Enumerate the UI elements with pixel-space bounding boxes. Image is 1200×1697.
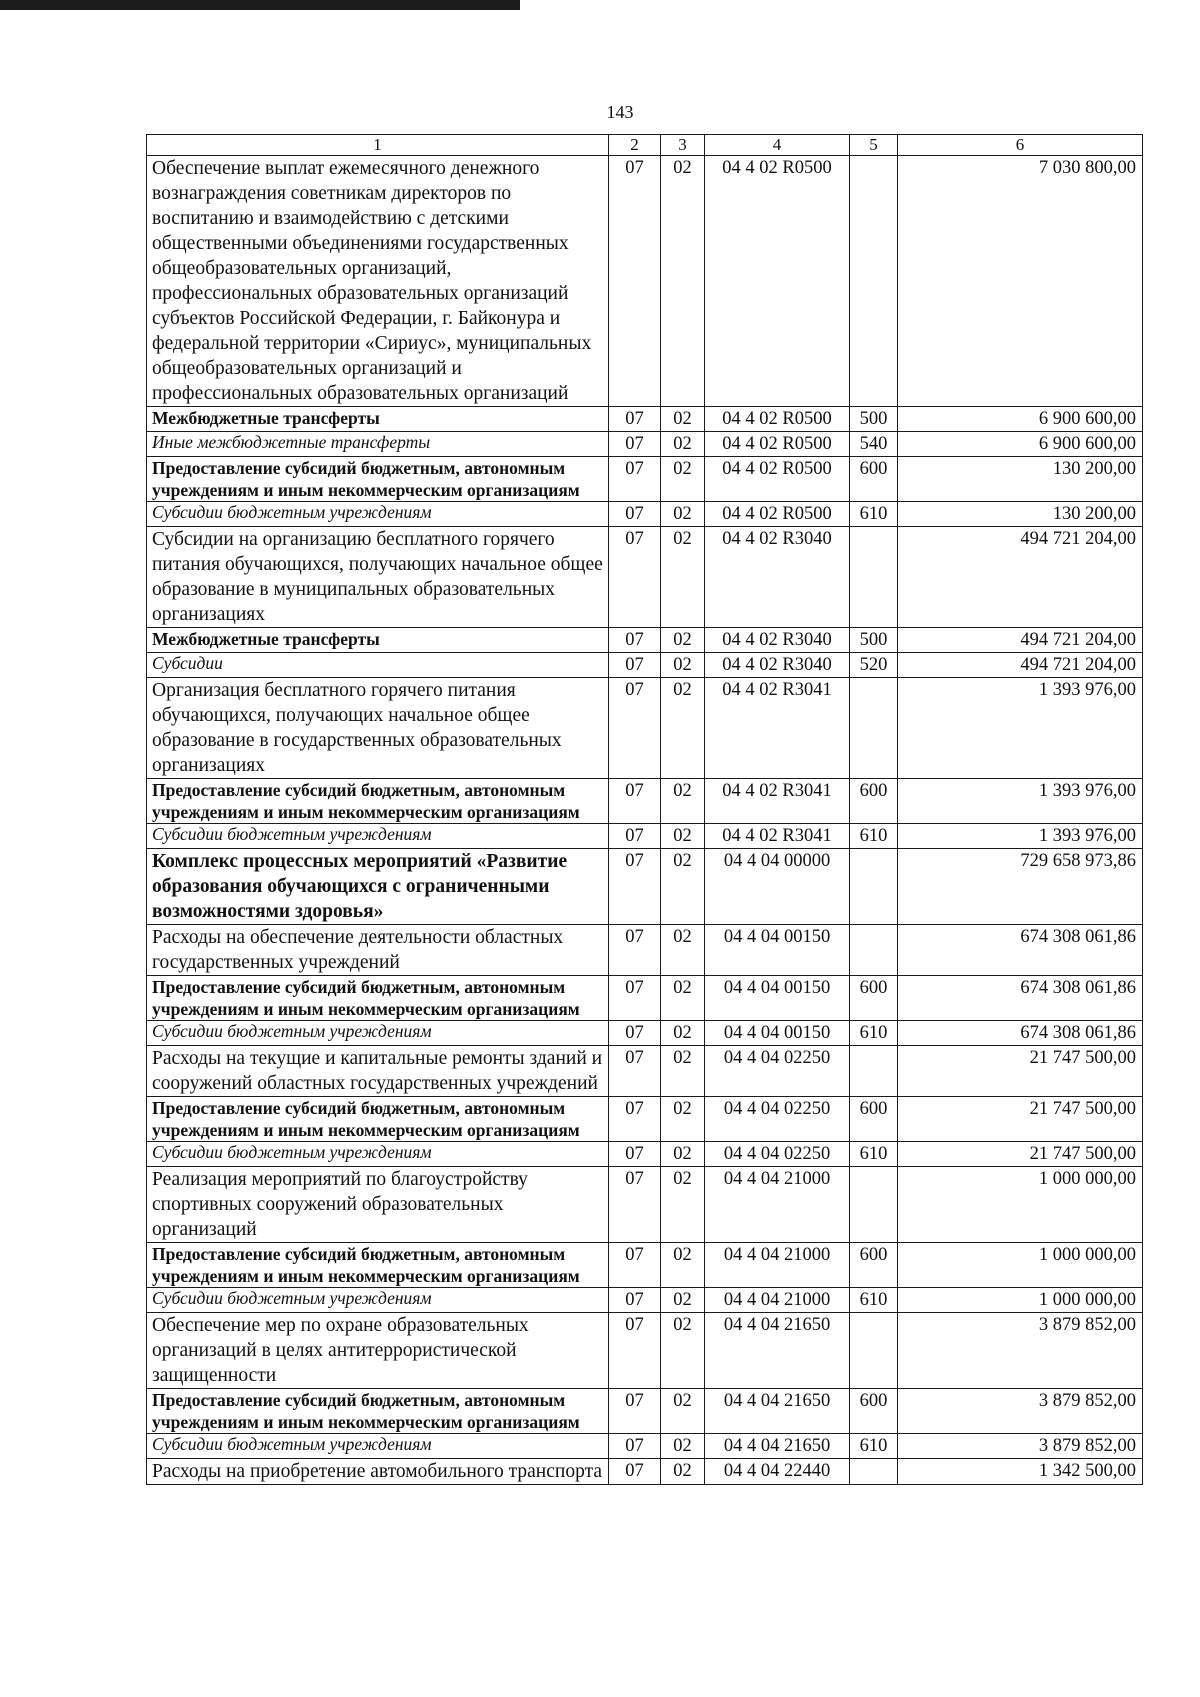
row-amount: 674 308 061,86: [898, 925, 1143, 976]
row-amount: 494 721 204,00: [898, 628, 1143, 653]
row-subsection: 02: [661, 1288, 705, 1313]
row-amount: 1 393 976,00: [898, 824, 1143, 849]
row-target-code: 04 4 04 02250: [705, 1142, 850, 1167]
header-col-1: 1: [147, 135, 609, 156]
row-target-code: 04 4 02 R0500: [705, 407, 850, 432]
row-section: 07: [609, 1046, 661, 1097]
row-expense-type: 600: [850, 1389, 898, 1434]
row-section: 07: [609, 976, 661, 1021]
row-expense-type: [850, 1313, 898, 1389]
row-subsection: 02: [661, 432, 705, 457]
row-expense-type: 600: [850, 976, 898, 1021]
header-col-4: 4: [705, 135, 850, 156]
row-subsection: 02: [661, 1167, 705, 1243]
header-col-5: 5: [850, 135, 898, 156]
row-amount: 1 000 000,00: [898, 1243, 1143, 1288]
row-section: 07: [609, 1313, 661, 1389]
row-subsection: 02: [661, 457, 705, 502]
table-row: [147, 628, 1143, 653]
row-subsection: 02: [661, 824, 705, 849]
row-target-code: 04 4 04 00000: [705, 849, 850, 925]
header-row: [147, 135, 1143, 156]
row-subsection: 02: [661, 1313, 705, 1389]
row-subsection: 02: [661, 527, 705, 628]
row-name: Предоставление субсидий бюджетным, автономным учреждениям и иным некоммерческим организациям: [147, 1097, 609, 1142]
row-target-code: 04 4 04 21650: [705, 1389, 850, 1434]
row-name: Субсидии: [147, 653, 609, 678]
row-amount: 21 747 500,00: [898, 1097, 1143, 1142]
row-expense-type: [850, 1459, 898, 1485]
row-target-code: 04 4 02 R3041: [705, 779, 850, 824]
row-subsection: 02: [661, 1142, 705, 1167]
row-target-code: 04 4 02 R0500: [705, 502, 850, 527]
row-amount: 3 879 852,00: [898, 1313, 1143, 1389]
row-amount: 729 658 973,86: [898, 849, 1143, 925]
table-row: [147, 457, 1143, 502]
row-name: Обеспечение выплат ежемесячного денежного вознаграждения советникам директоров по воспитанию и взаимодействию с детскими общественными объединениями государственных общеобразовательных организаций, профессиональных образовательных организаций субъектов Российской Федерации, г. Байконура и федеральной территории «Сириус», муниципальных общеобразовательных организаций и профессиональных образовательных организаций: [147, 156, 609, 407]
row-name: Предоставление субсидий бюджетным, автономным учреждениям и иным некоммерческим организациям: [147, 457, 609, 502]
row-target-code: 04 4 02 R3040: [705, 628, 850, 653]
row-section: 07: [609, 1459, 661, 1485]
row-name: Субсидии бюджетным учреждениям: [147, 1142, 609, 1167]
row-section: 07: [609, 779, 661, 824]
row-expense-type: 610: [850, 1434, 898, 1459]
header-col-3: 3: [661, 135, 705, 156]
row-target-code: 04 4 04 00150: [705, 925, 850, 976]
row-name: Расходы на приобретение автомобильного транспорта: [147, 1459, 609, 1485]
row-amount: 21 747 500,00: [898, 1046, 1143, 1097]
table-row: [147, 407, 1143, 432]
row-name: Субсидии бюджетным учреждениям: [147, 1288, 609, 1313]
row-amount: 674 308 061,86: [898, 1021, 1143, 1046]
row-target-code: 04 4 02 R3040: [705, 527, 850, 628]
table-row: [147, 1459, 1143, 1485]
row-section: 07: [609, 1142, 661, 1167]
row-expense-type: 600: [850, 1097, 898, 1142]
row-amount: 1 342 500,00: [898, 1459, 1143, 1485]
row-target-code: 04 4 02 R0500: [705, 457, 850, 502]
row-section: 07: [609, 1434, 661, 1459]
row-subsection: 02: [661, 1389, 705, 1434]
row-subsection: 02: [661, 407, 705, 432]
row-subsection: 02: [661, 502, 705, 527]
row-expense-type: 610: [850, 502, 898, 527]
row-amount: 7 030 800,00: [898, 156, 1143, 407]
table-row: [147, 678, 1143, 779]
row-section: 07: [609, 407, 661, 432]
row-subsection: 02: [661, 1459, 705, 1485]
table-row: [147, 1389, 1143, 1434]
row-subsection: 02: [661, 156, 705, 407]
row-name: Субсидии бюджетным учреждениям: [147, 502, 609, 527]
row-name: Предоставление субсидий бюджетным, автономным учреждениям и иным некоммерческим организациям: [147, 1389, 609, 1434]
table-row: [147, 1288, 1143, 1313]
row-amount: 1 000 000,00: [898, 1288, 1143, 1313]
row-section: 07: [609, 653, 661, 678]
row-subsection: 02: [661, 1097, 705, 1142]
row-expense-type: 540: [850, 432, 898, 457]
row-target-code: 04 4 02 R0500: [705, 156, 850, 407]
row-expense-type: 600: [850, 779, 898, 824]
row-section: 07: [609, 156, 661, 407]
row-section: 07: [609, 527, 661, 628]
row-section: 07: [609, 1021, 661, 1046]
row-target-code: 04 4 02 R3041: [705, 678, 850, 779]
row-name: Предоставление субсидий бюджетным, автономным учреждениям и иным некоммерческим организациям: [147, 976, 609, 1021]
row-expense-type: [850, 1167, 898, 1243]
row-name: Межбюджетные трансферты: [147, 407, 609, 432]
row-name: Организация бесплатного горячего питания обучающихся, получающих начальное общее образование в государственных образовательных организациях: [147, 678, 609, 779]
table-row: [147, 1142, 1143, 1167]
table-row: [147, 1097, 1143, 1142]
row-target-code: 04 4 02 R0500: [705, 432, 850, 457]
row-name: Субсидии бюджетным учреждениям: [147, 1434, 609, 1459]
row-section: 07: [609, 502, 661, 527]
row-subsection: 02: [661, 976, 705, 1021]
row-section: 07: [609, 1243, 661, 1288]
row-expense-type: [850, 849, 898, 925]
row-amount: 674 308 061,86: [898, 976, 1143, 1021]
row-section: 07: [609, 1288, 661, 1313]
row-section: 07: [609, 1167, 661, 1243]
row-expense-type: [850, 925, 898, 976]
table-row: [147, 1046, 1143, 1097]
table-row: [147, 653, 1143, 678]
page-number: 143: [606, 102, 634, 122]
row-expense-type: [850, 527, 898, 628]
row-target-code: 04 4 04 21000: [705, 1288, 850, 1313]
row-section: 07: [609, 849, 661, 925]
row-expense-type: 500: [850, 628, 898, 653]
table-row: [147, 156, 1143, 407]
row-name: Субсидии бюджетным учреждениям: [147, 824, 609, 849]
row-target-code: 04 4 04 00150: [705, 976, 850, 1021]
row-expense-type: 610: [850, 1142, 898, 1167]
row-subsection: 02: [661, 849, 705, 925]
table-row: [147, 1021, 1143, 1046]
row-amount: 1 000 000,00: [898, 1167, 1143, 1243]
row-name: Реализация мероприятий по благоустройству спортивных сооружений образовательных организаций: [147, 1167, 609, 1243]
table-body: [147, 156, 1143, 1485]
row-expense-type: [850, 678, 898, 779]
row-section: 07: [609, 1389, 661, 1434]
budget-table: [146, 134, 1143, 1485]
table-row: [147, 502, 1143, 527]
row-subsection: 02: [661, 1046, 705, 1097]
row-target-code: 04 4 04 22440: [705, 1459, 850, 1485]
header-col-2: 2: [609, 135, 661, 156]
row-amount: 494 721 204,00: [898, 527, 1143, 628]
header-col-6: 6: [898, 135, 1143, 156]
table-row: [147, 824, 1143, 849]
row-name: Обеспечение мер по охране образовательных организаций в целях антитеррористической защищенности: [147, 1313, 609, 1389]
row-amount: 130 200,00: [898, 502, 1143, 527]
row-name: Субсидии на организацию бесплатного горячего питания обучающихся, получающих начальное общее образование в муниципальных образовательных организациях: [147, 527, 609, 628]
row-name: Иные межбюджетные трансферты: [147, 432, 609, 457]
table-row: [147, 1243, 1143, 1288]
row-expense-type: 520: [850, 653, 898, 678]
row-section: 07: [609, 432, 661, 457]
row-expense-type: 500: [850, 407, 898, 432]
row-target-code: 04 4 04 00150: [705, 1021, 850, 1046]
row-section: 07: [609, 925, 661, 976]
row-target-code: 04 4 02 R3040: [705, 653, 850, 678]
row-subsection: 02: [661, 628, 705, 653]
row-subsection: 02: [661, 653, 705, 678]
row-name: Субсидии бюджетным учреждениям: [147, 1021, 609, 1046]
row-target-code: 04 4 02 R3041: [705, 824, 850, 849]
row-name: Предоставление субсидий бюджетным, автономным учреждениям и иным некоммерческим организациям: [147, 779, 609, 824]
row-amount: 494 721 204,00: [898, 653, 1143, 678]
row-amount: 6 900 600,00: [898, 407, 1143, 432]
row-amount: 3 879 852,00: [898, 1434, 1143, 1459]
table-row: [147, 976, 1143, 1021]
table-row: [147, 779, 1143, 824]
row-amount: 1 393 976,00: [898, 678, 1143, 779]
row-subsection: 02: [661, 678, 705, 779]
table-row: [147, 849, 1143, 925]
row-expense-type: 610: [850, 1288, 898, 1313]
row-subsection: 02: [661, 1434, 705, 1459]
table-row: [147, 1313, 1143, 1389]
row-subsection: 02: [661, 1243, 705, 1288]
row-subsection: 02: [661, 925, 705, 976]
row-amount: 21 747 500,00: [898, 1142, 1143, 1167]
row-section: 07: [609, 457, 661, 502]
row-name: Расходы на текущие и капитальные ремонты зданий и сооружений областных государственных учреждений: [147, 1046, 609, 1097]
row-expense-type: [850, 156, 898, 407]
row-target-code: 04 4 04 21000: [705, 1243, 850, 1288]
row-section: 07: [609, 824, 661, 849]
row-target-code: 04 4 04 02250: [705, 1097, 850, 1142]
row-amount: 1 393 976,00: [898, 779, 1143, 824]
row-subsection: 02: [661, 1021, 705, 1046]
row-expense-type: [850, 1046, 898, 1097]
row-expense-type: 600: [850, 1243, 898, 1288]
row-name: Межбюджетные трансферты: [147, 628, 609, 653]
row-expense-type: 610: [850, 1021, 898, 1046]
row-section: 07: [609, 628, 661, 653]
row-target-code: 04 4 04 21650: [705, 1434, 850, 1459]
row-amount: 130 200,00: [898, 457, 1143, 502]
row-section: 07: [609, 678, 661, 779]
row-section: 07: [609, 1097, 661, 1142]
row-name: Предоставление субсидий бюджетным, автономным учреждениям и иным некоммерческим организациям: [147, 1243, 609, 1288]
table-row: [147, 527, 1143, 628]
row-target-code: 04 4 04 21000: [705, 1167, 850, 1243]
row-amount: 6 900 600,00: [898, 432, 1143, 457]
table-header: [147, 135, 1143, 156]
table-row: [147, 432, 1143, 457]
row-amount: 3 879 852,00: [898, 1389, 1143, 1434]
row-name: Расходы на обеспечение деятельности областных государственных учреждений: [147, 925, 609, 976]
row-name: Комплекс процессных мероприятий «Развитие образования обучающихся с ограниченными возможностями здоровья»: [147, 849, 609, 925]
table-row: [147, 925, 1143, 976]
row-expense-type: 600: [850, 457, 898, 502]
scan-artifact-bar: [0, 0, 520, 10]
table-row: [147, 1167, 1143, 1243]
row-expense-type: 610: [850, 824, 898, 849]
table-row: [147, 1434, 1143, 1459]
row-target-code: 04 4 04 02250: [705, 1046, 850, 1097]
row-target-code: 04 4 04 21650: [705, 1313, 850, 1389]
row-subsection: 02: [661, 779, 705, 824]
